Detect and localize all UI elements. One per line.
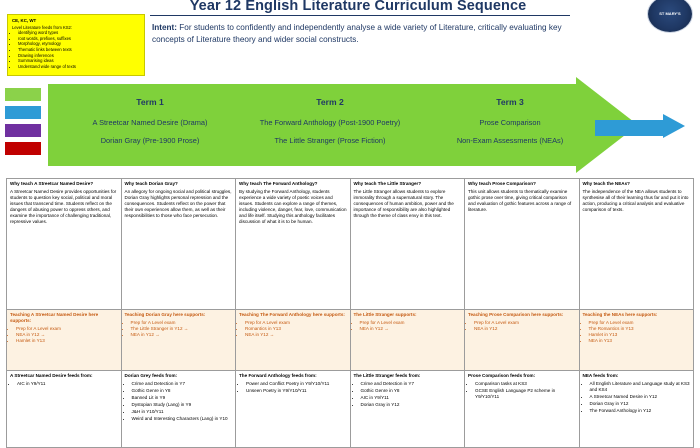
list-item: • J&H in Y10/Y11 [132,409,233,415]
supports-list [354,320,462,332]
term-list [60,94,600,160]
list-item: • All English Literature and Language study at KS3 and KS4 [590,381,691,393]
cell-title: Why teach Prose Comparison? [468,181,536,186]
list-item: • Banned Lit in Y9 [132,395,233,401]
cell-title: Why teach The Forward Anthology? [239,181,318,186]
list-item: • The Romantics in Y13 [589,326,691,332]
feeds-list [354,381,462,408]
term-3 [420,94,600,160]
cell-text: The independence of the NEA allows students to synthesise all of their learning thus far and put it into action, producing a critical analysis and evaluative comparison of texts. [582,188,689,212]
cell-title: A Streetcar Named Desire feeds from: [10,373,93,378]
list-item: • Prep for A Level exam [16,326,118,332]
list-item: • AIC in Y9/Y11 [361,395,462,401]
supports-list [239,320,347,338]
chevron-left-green-icon [5,88,41,101]
cell-title: Why teach A Streetcar Named Desire? [10,181,94,186]
cell-feeds-streetcar [7,371,122,448]
cell-title: Dorian Grey feeds from: [124,373,178,378]
list-item: • Dystopian Study (Lang) in Y9 [132,402,233,408]
cell-supports-forward [236,310,351,371]
cell-supports-dorian [121,310,236,371]
list-item: • NEA in Y12 → [245,332,347,338]
chevron-left-red-icon [5,142,41,155]
list-item: • Unseen Poetry in Y9/Y10/Y11 [246,388,347,394]
cell-title: Teaching Prose Comparison here supports: [468,312,564,317]
crest-label: ST MARY'S [659,10,681,16]
intent-text: For students to confidently and independently analyse a wide variety of Literature, critically evaluating key concepts of Literature theory and wider social constructs. [152,23,562,44]
cell-title: Why teach Dorian Gray? [124,181,178,186]
list-item: • Hamlet in Y13 [589,332,691,338]
sequence-arrow-band [0,86,700,174]
list-item: • Morphology, etymology [18,41,140,47]
list-item: • Prep for A Level exam [131,320,233,326]
cell-title: Prose Comparison feeds from: [468,373,536,378]
list-item: • Dorian Gray in Y12 [590,401,691,407]
supports-list [468,320,576,332]
list-item: • Summarising ideas [18,58,140,64]
table-row-feeds-from [7,371,694,448]
cell-title: Why teach The Little Stranger? [353,181,422,186]
cell-title: Teaching Dorian Gray here supports: [124,312,206,317]
cell-supports-streetcar [7,310,122,371]
cell-why-neas [579,179,694,310]
list-item: • Dorian Gray in Y12 [361,402,462,408]
school-crest-icon [648,0,692,32]
cell-title: The Little Stranger feeds from: [353,373,421,378]
cell-text: By studying the Forward Anthology, students experience a wide variety of poetic voices and issues. Students can explore a range of themes, including violence, danger, fear, love, communication and life itself. Studying this anthology facilitates discussion of what it is to be human. [239,188,347,224]
cell-title: Teaching the NEAs here supports: [582,312,658,317]
list-item: • GCSE English Language P2 scheme in Y9/Y10/Y11 [475,388,576,400]
cell-why-forward [236,179,351,310]
list-item: • Power and Conflict Poetry in Y9/Y10/Y11 [246,381,347,387]
list-item: • root words, prefixes, suffixes [18,36,140,42]
supports-list [125,320,233,338]
list-item: • Drawing inferences [18,53,140,59]
table-row-why [7,179,694,310]
list-item: • NEA in Y12 → [360,326,462,332]
cell-title: NEA feeds from: [582,373,619,378]
list-item: • Romantics in Y13 [245,326,347,332]
list-item: • NEA in Y12 [474,326,576,332]
cell-title: Teaching The Forward Anthology here supports: [239,312,345,317]
list-item: • Comparison tasks at KS3 [475,381,576,387]
list-item: • Gothic Genre in Y8 [132,388,233,394]
term-text-2: Non-Exam Assessments (NEAs) [456,136,564,145]
list-item: • Prep for A Level exam [589,320,691,326]
term-text-1: Prose Comparison [479,118,541,127]
intent-statement [152,22,572,46]
list-item: • A Streetcar Named Desire in Y12 [590,394,691,400]
cell-feeds-dorian [121,371,236,448]
list-item: • Thematic links between texts [18,47,140,53]
cell-supports-little-stranger [350,310,465,371]
cell-feeds-prose-comparison [465,371,580,448]
cell-feeds-neas [579,371,694,448]
term-name: Term 2 [316,97,344,107]
feeds-list [239,381,347,394]
term-name: Term 1 [136,97,164,107]
cell-why-streetcar [7,179,122,310]
cell-why-little-stranger [350,179,465,310]
list-item: • Crime and Detection in Y7 [132,381,233,387]
table-row-supports [7,310,694,371]
feeds-list [125,381,233,422]
chevron-left-blue-icon [5,106,41,119]
list-item: • identifying word types [18,30,140,36]
cell-title: The Forward Anthology feeds from: [239,373,317,378]
cell-supports-neas [579,310,694,371]
cell-supports-prose-comparison [465,310,580,371]
blue-forward-arrow [595,116,695,140]
list-item: • The Forward Anthology in Y12 [590,408,691,414]
title-underline [150,15,570,16]
list-item: • The Little Stranger in Y12 → [131,326,233,332]
note-heading: Level Literature feeds from KS2: [12,24,73,30]
cell-feeds-little-stranger [350,371,465,448]
feeds-list [468,381,576,400]
list-item: • Weird and Interesting Characters (Lang) in Y10 [132,416,233,422]
term-2 [240,94,420,160]
term-1 [60,94,240,160]
cell-text: A Streetcar Named Desire provides opportunities for students to question key social, political and moral issues that transcend time. Students reflect on the dangers of abusing power to oppress others, and examine the importance of challenging traditional, repressive values. [10,188,117,224]
cell-why-prose-comparison [465,179,580,310]
term-text-1: The Forward Anthology (Post-1900 Poetry) [259,118,401,127]
cell-title: Teaching A Streetcar Named Desire here supports: [10,312,99,323]
cell-title: Why teach the NEAs? [582,181,630,186]
list-item: • Gothic Genre in Y8 [361,388,462,394]
ks2-feeder-note [7,14,145,76]
curriculum-table [6,178,694,448]
list-item: • AIC in Y9/Y11 [17,381,118,387]
cell-text: This unit allows students to thematically examine gothic prose over time, giving critical comparison and evaluation of gothic features across a range of literature. [468,188,572,212]
list-item: • Prep for A Level exam [245,320,347,326]
cell-feeds-forward [236,371,351,448]
supports-list [583,320,691,344]
feeds-list [10,381,118,387]
list-item: • NEA in Y12 → [16,332,118,338]
note-list [12,30,140,69]
note-title: CE, KC, WT [12,18,37,23]
term-text-1: A Streetcar Named Desire (Drama) [92,118,208,127]
page-title: Year 12 English Literature Curriculum Sequence [189,0,527,14]
arrow-body [595,120,665,136]
list-item: • NEA in Y13 [589,338,691,344]
supports-list [10,326,118,344]
feeds-list [583,381,691,414]
list-item: • Prep for A Level exam [360,320,462,326]
term-text-2: The Little Stranger (Prose Fiction) [274,136,386,145]
list-item: • Prep for A Level exam [474,320,576,326]
cell-text: An allegory for ongoing social and political struggles, Dorian Gray highlights personal repression and the consequences. Students reflect on the power that their own experiences allow them, as well as their responsibilities to those who face persecution. [124,188,232,218]
arrow-head [663,114,685,138]
term-text-2: Dorian Gray (Pre-1900 Prose) [100,136,200,145]
cell-text: The Little Stranger allows students to explore immorality through a supernatural story. The consequences of human ambition, power and the importance of responsibility are also highlighted through the theme of class envy in this text. [353,188,454,218]
term-name: Term 3 [496,97,524,107]
intent-label: Intent: [152,23,178,32]
cell-title: The Little Stranger supports: [353,312,417,317]
list-item: • NEA in Y12 → [131,332,233,338]
list-item: • Hamlet in Y13 [16,338,118,344]
list-item: • Understand wide range of texts [18,64,140,70]
list-item: • Crime and Detection in Y7 [361,381,462,387]
cell-why-dorian [121,179,236,310]
chevron-left-purple-icon [5,124,41,137]
